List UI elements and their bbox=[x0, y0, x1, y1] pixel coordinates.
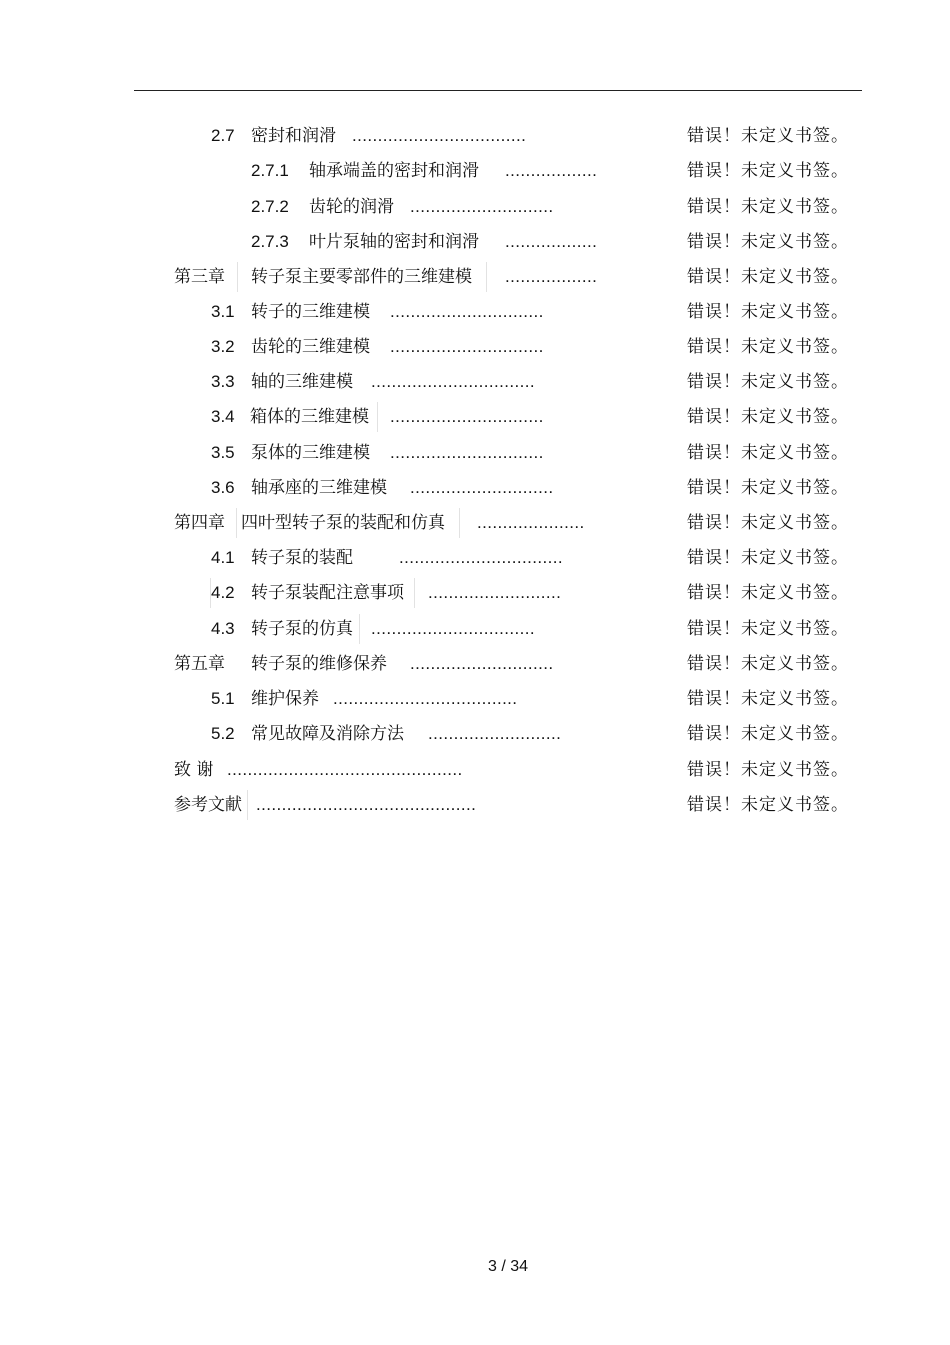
toc-page-ref: 错误！未定义书签。 bbox=[687, 478, 849, 498]
toc-page-ref: 错误！未定义书签。 bbox=[687, 654, 849, 674]
toc-entry-title: 轴的三维建模 bbox=[251, 372, 353, 392]
toc-page-ref: 错误！未定义书签。 bbox=[687, 126, 849, 146]
toc-leader-dots: .............................. bbox=[390, 337, 544, 356]
toc-leader-dots: .............................. bbox=[390, 443, 544, 462]
toc-entry[interactable] bbox=[0, 508, 950, 538]
toc-leader-dots: ........................................... bbox=[256, 795, 477, 814]
toc-entry[interactable] bbox=[0, 367, 950, 397]
toc-page-ref: 错误！未定义书签。 bbox=[687, 232, 849, 252]
toc-entry[interactable] bbox=[0, 684, 950, 714]
toc-entry[interactable] bbox=[0, 790, 950, 820]
toc-entry-title: 叶片泵轴的密封和润滑 bbox=[309, 232, 479, 252]
toc-entry-number: 第五章 bbox=[174, 654, 225, 674]
toc-entry[interactable] bbox=[0, 332, 950, 362]
toc-entry-title: 常见故障及消除方法 bbox=[251, 724, 404, 744]
toc-leader-dots: ............................ bbox=[410, 654, 554, 673]
toc-entry-number: 3.4 bbox=[211, 407, 235, 426]
toc-leader-dots: .......................... bbox=[428, 724, 562, 743]
toc-entry-title: 转子泵装配注意事项 bbox=[251, 578, 415, 608]
toc-leader-dots: .................................. bbox=[352, 126, 527, 145]
toc-entry-number: 4.1 bbox=[211, 548, 235, 567]
toc-entry-title: 轴承座的三维建模 bbox=[251, 478, 387, 498]
toc-entry-number: 第三章 bbox=[174, 267, 225, 287]
toc-entry[interactable] bbox=[0, 402, 950, 432]
toc-entry-number: 第四章 bbox=[174, 513, 225, 533]
toc-entry-number: 3.3 bbox=[211, 372, 235, 391]
toc-entry-title: 密封和润滑 bbox=[251, 126, 336, 146]
toc-leader-dots: ..................... bbox=[477, 513, 585, 532]
toc-entry-title: 泵体的三维建模 bbox=[251, 443, 370, 463]
toc-page-ref: 错误！未定义书签。 bbox=[687, 689, 849, 709]
toc-leader-dots: ............................ bbox=[410, 197, 554, 216]
toc-page-ref: 错误！未定义书签。 bbox=[687, 443, 849, 463]
toc-entry-number: 2.7.2 bbox=[251, 197, 289, 216]
toc-entry-number: 2.7.3 bbox=[251, 232, 289, 251]
toc-leader-dots: .................................... bbox=[333, 689, 518, 708]
toc-leader-dots: .................. bbox=[505, 161, 598, 180]
toc-page-ref: 错误！未定义书签。 bbox=[687, 724, 849, 744]
toc-leader-dots: .............................. bbox=[390, 407, 544, 426]
toc-leader-dots: ................................ bbox=[371, 372, 535, 391]
toc-page-ref: 错误！未定义书签。 bbox=[687, 407, 849, 427]
toc-leader-dots: ................................ bbox=[371, 619, 535, 638]
toc-entry-number: 4.3 bbox=[211, 619, 235, 638]
toc-entry[interactable] bbox=[0, 614, 950, 644]
toc-entry[interactable] bbox=[0, 578, 950, 608]
toc-entry-title: 致 谢 bbox=[174, 760, 214, 780]
toc-page-ref: 错误！未定义书签。 bbox=[687, 372, 849, 392]
toc-entry-title: 齿轮的三维建模 bbox=[251, 337, 370, 357]
toc-entry-title: 转子泵的仿真 bbox=[251, 614, 360, 644]
toc-entry[interactable] bbox=[0, 438, 950, 468]
toc-page-ref: 错误！未定义书签。 bbox=[687, 161, 849, 181]
toc-entry[interactable] bbox=[0, 262, 950, 292]
toc-entry-title: 维护保养 bbox=[251, 689, 319, 709]
toc-entry-number: 4.2 bbox=[210, 578, 237, 608]
toc-page-ref: 错误！未定义书签。 bbox=[687, 760, 849, 780]
toc-entry[interactable] bbox=[0, 192, 950, 222]
toc-entry-title: 转子泵的维修保养 bbox=[251, 654, 387, 674]
toc-page-ref: 错误！未定义书签。 bbox=[687, 302, 849, 322]
toc-entry-number: 5.1 bbox=[211, 689, 235, 708]
toc-entry-title: 轴承端盖的密封和润滑 bbox=[309, 161, 479, 181]
toc-entry-number: 2.7.1 bbox=[251, 161, 289, 180]
toc-leader-dots: .................. bbox=[505, 267, 598, 286]
toc-page-ref: 错误！未定义书签。 bbox=[687, 583, 849, 603]
toc-entry-title: 齿轮的润滑 bbox=[309, 197, 394, 217]
toc-entry[interactable] bbox=[0, 473, 950, 503]
toc-entry-number: 2.7 bbox=[211, 126, 235, 145]
toc-entry-title: 四叶型转子泵的装配和仿真 bbox=[236, 508, 460, 538]
toc-entry-title: 转子泵主要零部件的三维建模 bbox=[237, 262, 487, 292]
toc-entry[interactable] bbox=[0, 297, 950, 327]
toc-page-ref: 错误！未定义书签。 bbox=[687, 197, 849, 217]
toc-entry-number: 3.5 bbox=[211, 443, 235, 462]
toc-page-ref: 错误！未定义书签。 bbox=[687, 513, 849, 533]
toc-entry[interactable] bbox=[0, 543, 950, 573]
toc-entry-title: 参考文献 bbox=[174, 790, 248, 820]
toc-entry[interactable] bbox=[0, 719, 950, 749]
toc-page-ref: 错误！未定义书签。 bbox=[687, 337, 849, 357]
toc-leader-dots: ............................ bbox=[410, 478, 554, 497]
toc-leader-dots: .............................. bbox=[390, 302, 544, 321]
page-footer bbox=[0, 1255, 950, 1279]
toc-entry[interactable] bbox=[0, 755, 950, 785]
toc-leader-dots: ................................ bbox=[399, 548, 563, 567]
toc-entry-number: 3.2 bbox=[211, 337, 235, 356]
toc-entry-title: 箱体的三维建模 bbox=[244, 402, 378, 432]
toc-entry-number: 3.1 bbox=[211, 302, 235, 321]
toc-page-ref: 错误！未定义书签。 bbox=[687, 795, 849, 815]
toc-page-ref: 错误！未定义书签。 bbox=[687, 267, 849, 287]
toc-entry-title: 转子的三维建模 bbox=[251, 302, 370, 322]
toc-leader-dots: .................. bbox=[505, 232, 598, 251]
toc-entry-number: 5.2 bbox=[211, 724, 235, 743]
toc-entry[interactable] bbox=[0, 156, 950, 186]
page-number: 3 / 34 bbox=[488, 1258, 529, 1275]
toc-page-ref: 错误！未定义书签。 bbox=[687, 619, 849, 639]
toc-leader-dots: .............................................. bbox=[227, 760, 463, 779]
toc-entry[interactable] bbox=[0, 227, 950, 257]
toc-entry-number: 3.6 bbox=[211, 478, 235, 497]
toc-page-ref: 错误！未定义书签。 bbox=[687, 548, 849, 568]
toc-entry-title: 转子泵的装配 bbox=[251, 548, 353, 568]
toc-entry[interactable] bbox=[0, 649, 950, 679]
toc-entry[interactable] bbox=[0, 121, 950, 151]
toc-leader-dots: .......................... bbox=[428, 583, 562, 602]
